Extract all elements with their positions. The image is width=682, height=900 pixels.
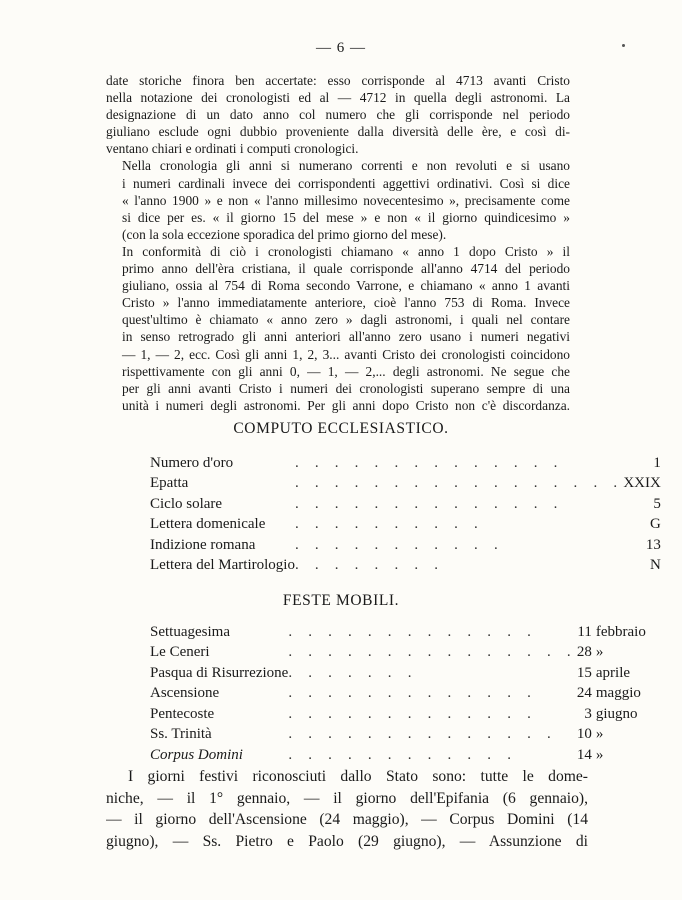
- row-label: Ciclo solare: [150, 495, 223, 512]
- leader-dots: . . . . . . . . . . .: [294, 536, 504, 553]
- text-line: si dice per es. « il giorno 15 del mese » e non « il giorno quindicesimo »: [122, 209, 570, 225]
- computo-table: [150, 453, 661, 576]
- text-line: Cristo » l'anno immediatamente anteriore, cioè l'anno 753 di Roma. Invece: [122, 295, 570, 311]
- table-row: [150, 474, 661, 495]
- row-value: 1: [653, 454, 661, 471]
- text-line: — 1, — 2, ecc. Così gli anni 1, 2, 3... avanti Cristo dei cronologisti coincidono: [122, 346, 570, 362]
- text-line: date storiche finora ben accertate: esso corrisponde al 4713 avanti Cristo: [106, 73, 570, 88]
- paragraph-3: [106, 243, 570, 414]
- leader-dots: . . . . . . . . . .: [294, 516, 485, 533]
- row-label: Ss. Trinità: [150, 726, 212, 743]
- row-label: Lettera domenicale: [150, 516, 266, 533]
- text-line: (con la sola eccezione sporadica del primo giorno del mese).: [122, 226, 447, 242]
- body-text: [106, 72, 570, 414]
- table-row: [150, 535, 661, 556]
- row-month: maggio: [595, 685, 641, 702]
- row-day: 28: [576, 644, 592, 661]
- row-day: 3: [584, 705, 592, 722]
- row-label: Epatta: [150, 475, 189, 492]
- row-month: »: [595, 644, 604, 661]
- text-line: — il giorno dell'Ascensione (24 maggio), — Corpus Domini (14: [106, 811, 588, 829]
- row-month: »: [595, 726, 604, 743]
- text-line: giuliano esclude ogni dubbio proveniente dalla diversità delle ère, e così di-: [106, 124, 570, 140]
- text-line: Nella cronologia gli anni si numerano correnti e non revoluti e si usano: [122, 158, 570, 174]
- row-value: 5: [653, 495, 661, 512]
- text-line: unità i numeri degli astronomi. Per gli anni dopo Cristo non c'è discordanza.: [122, 397, 570, 413]
- row-label: Pasqua di Risurrezione: [150, 664, 289, 681]
- table-row: [150, 745, 646, 766]
- text-line: In conformità di ciò i cronologisti chiamano « anno 1 dopo Cristo » il: [122, 243, 570, 259]
- leader-dots: . . . . . . . . . . . . . .: [288, 726, 557, 743]
- row-label: Indizione romana: [150, 536, 256, 553]
- row-label: Ascensione: [150, 685, 220, 702]
- feste-heading: FESTE MOBILI.: [282, 592, 400, 609]
- row-label: Numero d'oro: [150, 454, 234, 471]
- row-value: 13: [645, 536, 661, 553]
- table-row: [150, 684, 646, 705]
- paragraph-2: [106, 157, 570, 242]
- text-line: i numeri cardinali invece dei corrispondenti aggettivi ordinativi. Così si dice: [122, 175, 570, 191]
- closing-paragraph: [106, 766, 588, 852]
- text-line: giugno), — Ss. Pietro e Paolo (29 giugno), — Assunzione di: [106, 832, 588, 850]
- table-row: [150, 643, 646, 664]
- table-row: [150, 515, 661, 536]
- row-day: 24: [576, 685, 592, 702]
- leader-dots: . . . . . . . . . . . . .: [288, 705, 538, 722]
- text-line: ventano chiari e ordinati i computi cronologici.: [106, 141, 359, 157]
- row-value: N: [649, 557, 661, 574]
- row-value: G: [649, 516, 661, 533]
- row-month: aprile: [595, 664, 631, 681]
- leader-dots: . . . . . . . . . . . . .: [288, 685, 538, 702]
- row-label: Lettera del Martirologio: [150, 557, 295, 574]
- leader-dots: . . . . . . . . . . . . . .: [294, 495, 564, 512]
- row-month: giugno: [595, 705, 638, 722]
- table-row: [150, 704, 646, 725]
- row-day: 14: [576, 746, 592, 763]
- row-value: XXIX: [623, 475, 661, 492]
- leader-dots: . . . . . . . .: [294, 557, 445, 574]
- row-day: 10: [576, 726, 592, 743]
- row-day: 15: [576, 664, 592, 681]
- text-line: designazione di un dato anno col numero che gli corrisponde nel periodo: [106, 107, 570, 123]
- row-day: 11: [577, 623, 592, 640]
- text-line: giuliano, ossia al 754 di Roma secondo Varrone, e chiamano « anno 1 avanti: [122, 278, 570, 294]
- table-row: [150, 556, 661, 577]
- leader-dots: . . . . . . . . . . . . . . . . .: [294, 475, 624, 492]
- row-label: Pentecoste: [150, 705, 215, 722]
- text-line: I giorni festivi riconosciuti dallo Stato sono: tutte le dome-: [128, 768, 588, 785]
- text-line: nella notazione dei cronologisti ed al — 4712 in quella degli astronomi. La: [106, 90, 570, 106]
- leader-dots: . . . . . . .: [288, 664, 418, 681]
- print-speck: [622, 44, 625, 47]
- leader-dots: . . . . . . . . . . . .: [288, 746, 518, 763]
- row-month: febbraio: [595, 623, 646, 640]
- text-line: in senso retrogrado gli anni anteriori all'anno zero usano i numeri negativi: [122, 329, 570, 345]
- text-line: per gli anni avanti Cristo i numeri dei cronologisti superano sempre di una: [122, 380, 570, 396]
- row-label: Settuagesima: [150, 623, 230, 640]
- leader-dots: . . . . . . . . . . . . .: [288, 623, 538, 640]
- computo-heading: COMPUTO ECCLESIASTICO.: [233, 420, 449, 437]
- leader-dots: . . . . . . . . . . . . . .: [294, 454, 564, 471]
- table-row: [150, 453, 661, 474]
- table-row: [150, 725, 646, 746]
- table-row: [150, 622, 646, 643]
- text-line: rispettivamente con gli anni 0, — 1, — 2,... degli astronomi. Ne segue che: [122, 363, 570, 379]
- text-line: niche, — il 1° gennaio, — il giorno dell'Epifania (6 gennaio),: [106, 789, 588, 807]
- table-row: [150, 663, 646, 684]
- row-label: Le Ceneri: [150, 644, 210, 661]
- text-line: quest'ultimo è chiamato « anno zero » dagli astronomi, i quali nel contare: [122, 312, 570, 328]
- row-month: »: [595, 746, 604, 763]
- feste-table: [150, 622, 646, 766]
- row-label: Corpus Domini: [150, 746, 243, 763]
- table-row: [150, 494, 661, 515]
- page-number: — 6 —: [316, 40, 366, 56]
- text-line: « l'anno 1900 » e non « l'anno millesimo novecentesimo », precisamente come: [122, 192, 570, 208]
- text-line: primo anno dell'èra cristiana, il quale corrisponde all'anno 4714 del periodo: [122, 261, 570, 277]
- leader-dots: . . . . . . . . . . . . . . .: [288, 644, 577, 661]
- paragraph-1: [106, 72, 570, 157]
